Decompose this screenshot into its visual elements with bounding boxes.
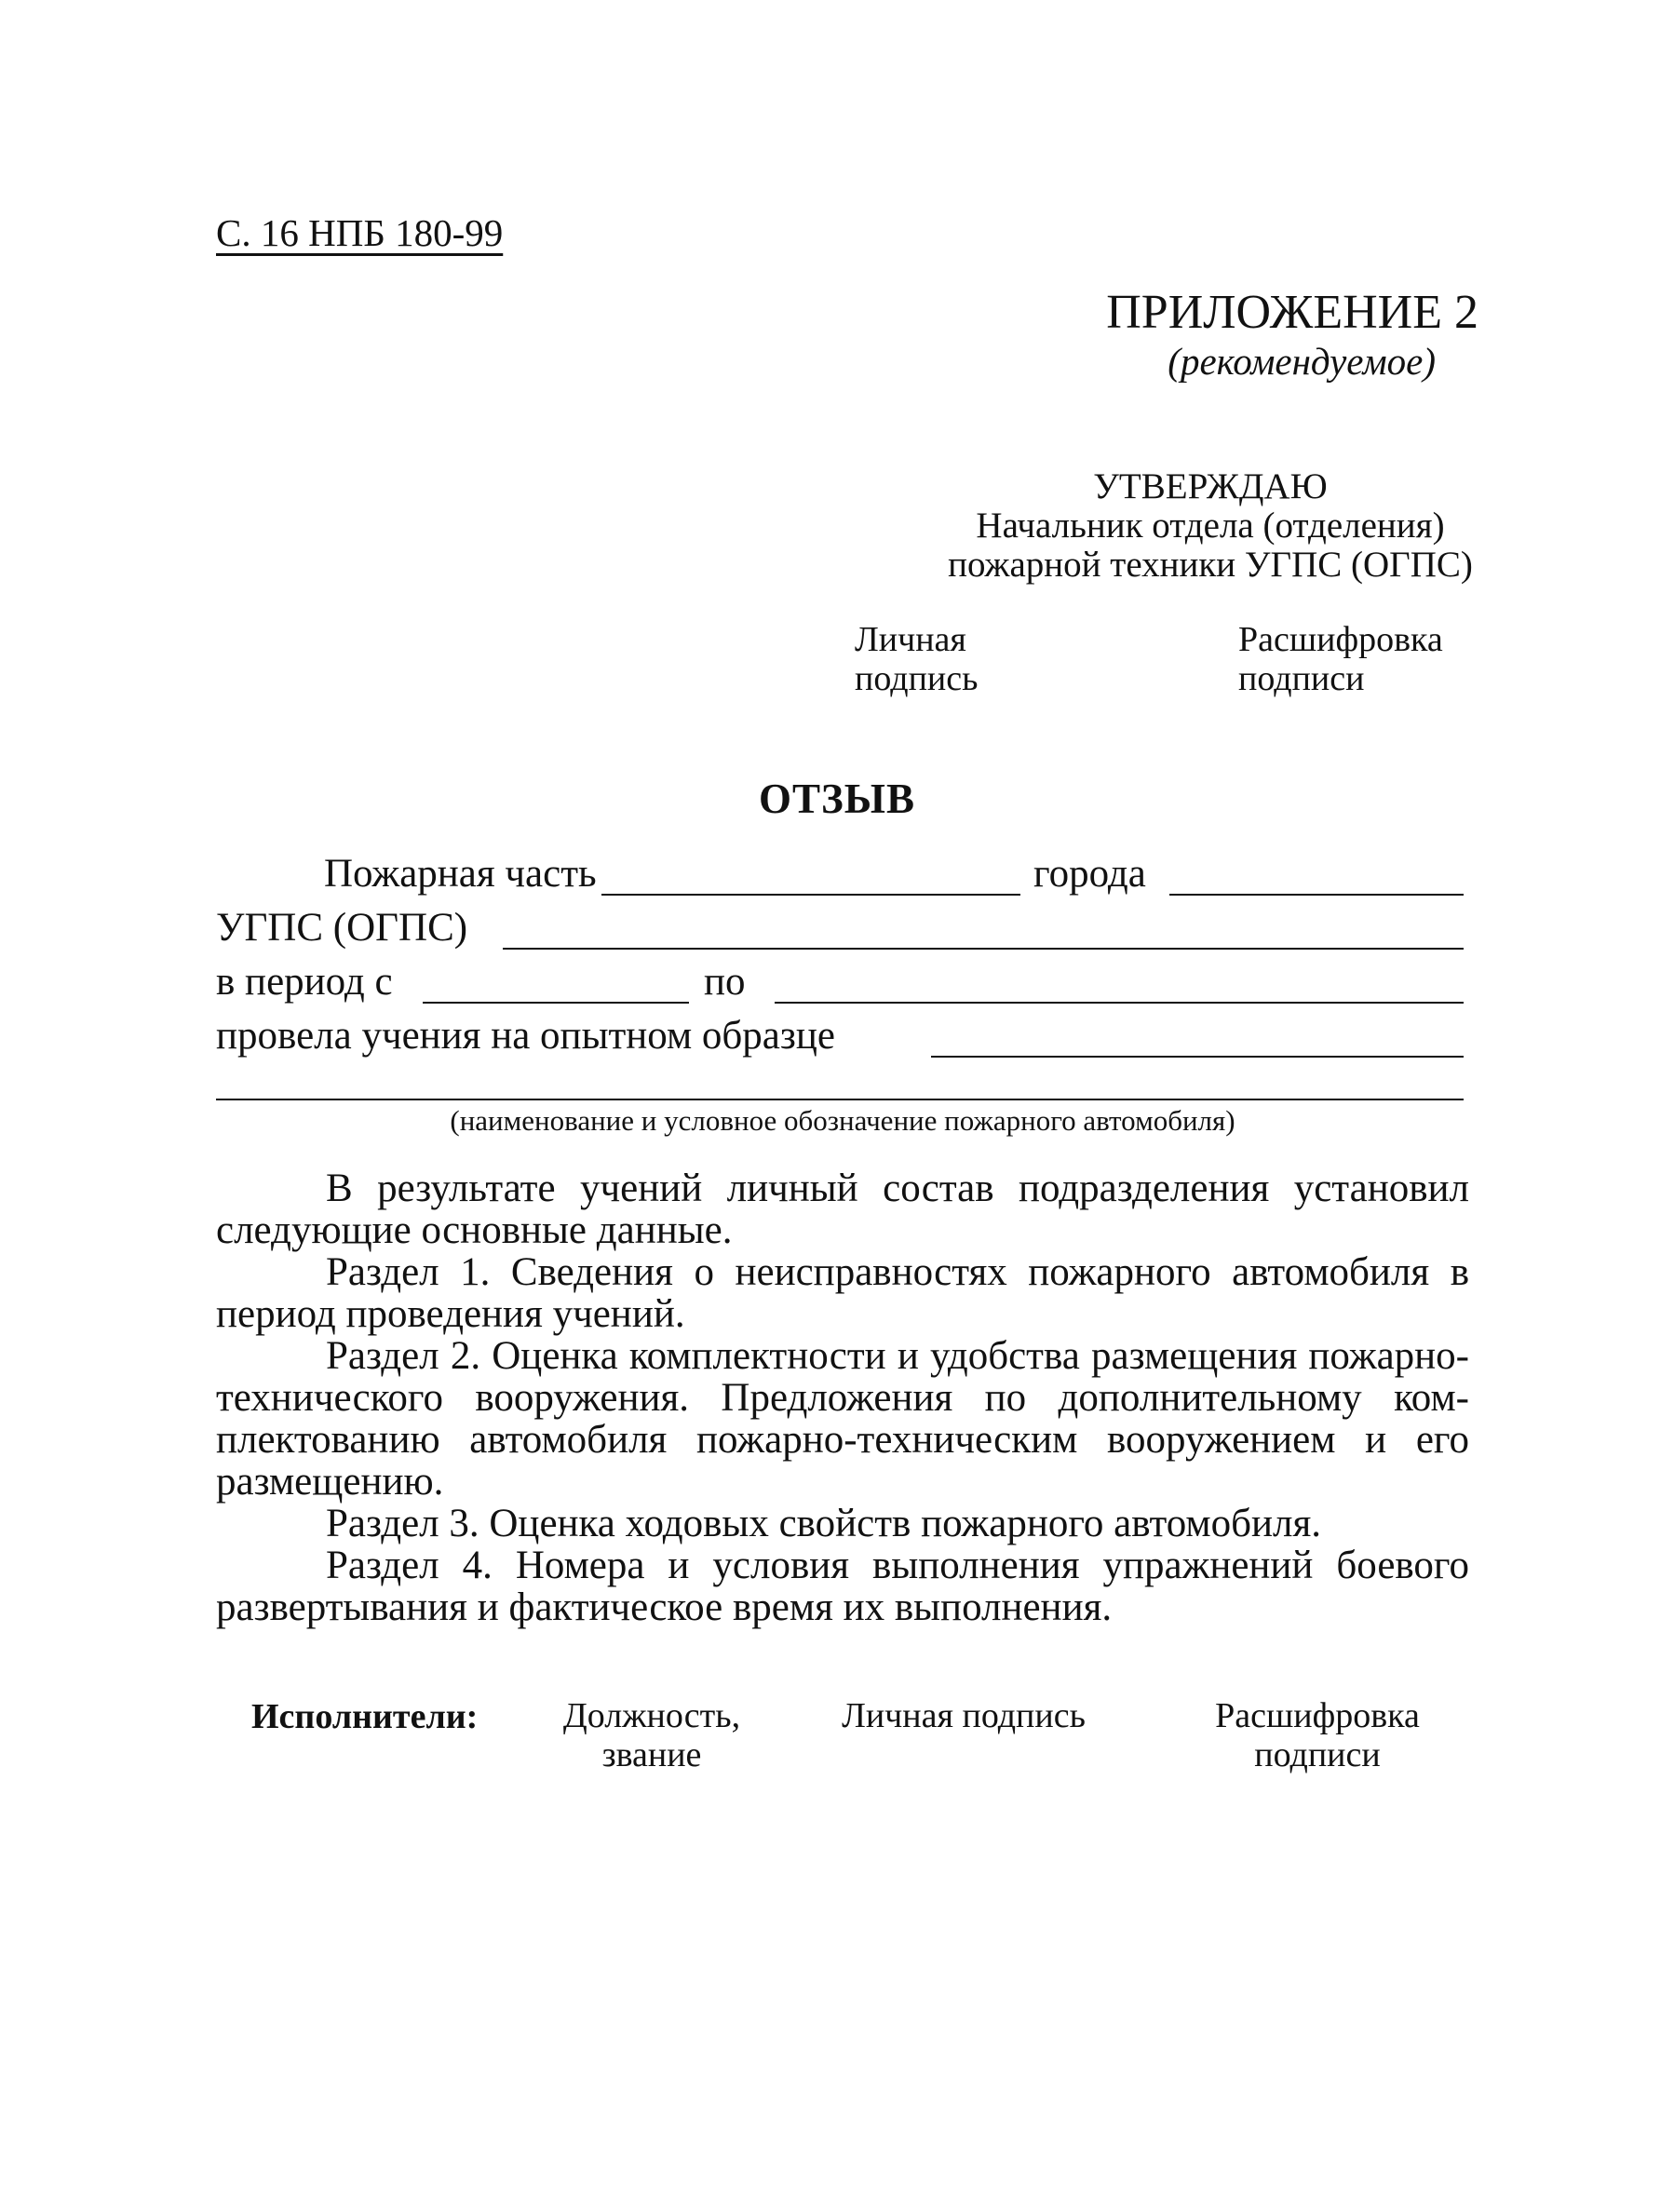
period-from-field-line[interactable] (423, 1002, 689, 1004)
exercise-label: провела учения на опытном образце (216, 1014, 835, 1058)
executors-position-line-2: звание (601, 1735, 702, 1774)
paragraph-section-3: Раздел 3. Оценка ходовых свойств пожарного автомобиля. (326, 1502, 1321, 1545)
executors-decoding-column (1164, 1696, 1471, 1774)
appendix-subtitle: (рекомендуемое) (1168, 340, 1436, 383)
approval-heading: УТВЕРЖДАЮ (1093, 466, 1328, 506)
approval-position-line-1: Начальник отдела (отделения) (976, 506, 1445, 546)
city-label: города (1033, 852, 1146, 896)
ugps-field-line[interactable] (503, 948, 1464, 950)
paragraph-section-2: Раздел 2. Оценка комплектности и удобства размещения пожарно-технического вооружения. Предложения по дополнительному комплектованию автомобиля пожарно-техническим вооружением и его размещению. (216, 1334, 1469, 1504)
executors-label: Исполнители: (251, 1697, 479, 1736)
ugps-label: УГПС (ОГПС) (216, 906, 468, 950)
executors-decoding-line-1: Расшифровка (1215, 1696, 1420, 1735)
executors-position-column (540, 1696, 763, 1774)
document-title: ОТЗЫВ (759, 776, 915, 822)
approval-block (801, 467, 1620, 585)
period-to-field-line[interactable] (775, 1002, 1464, 1004)
vehicle-caption: (наименование и условное обозначение пожарного автомобиля) (450, 1104, 1235, 1137)
paragraph-intro: В результате учений личный состав подразделения установил следующие основные данные. (216, 1167, 1469, 1252)
paragraph-section-1: Раздел 1. Сведения о неисправностях пожарного автомобиля в период проведения учений. (216, 1250, 1469, 1336)
approval-signature-label-line-1: Личная (855, 620, 966, 659)
approval-signature-label-line-2: подпись (855, 659, 979, 698)
page-header: С. 16 НПБ 180-99 (216, 211, 504, 254)
period-from-label: в период с (216, 960, 393, 1004)
approval-decoding-label-line-2: подписи (1238, 659, 1365, 698)
approval-decoding-label (1238, 620, 1518, 698)
approval-decoding-label-line-1: Расшифровка (1238, 620, 1443, 659)
executors-position-line-1: Должность, (562, 1696, 741, 1735)
paragraph-section-4: Раздел 4. Номера и условия выполнения упражнений боевого развертывания и фактическое время их выполнения. (216, 1544, 1469, 1629)
fire-unit-field-line[interactable] (601, 894, 1020, 896)
executors-decoding-line-2: подписи (1254, 1735, 1381, 1774)
vehicle-field-line[interactable] (216, 1099, 1464, 1100)
period-to-label: по (704, 960, 746, 1004)
fire-unit-label: Пожарная часть (324, 852, 597, 896)
approval-signature-label (855, 620, 1097, 698)
appendix-title: ПРИЛОЖЕНИЕ 2 (1106, 286, 1478, 339)
exercise-field-line[interactable] (931, 1056, 1464, 1058)
executors-signature-label: Личная подпись (842, 1696, 1086, 1735)
city-field-line[interactable] (1169, 894, 1464, 896)
approval-position-line-2: пожарной техники УГПС (ОГПС) (948, 545, 1473, 585)
executors-signature-column (810, 1696, 1117, 1735)
